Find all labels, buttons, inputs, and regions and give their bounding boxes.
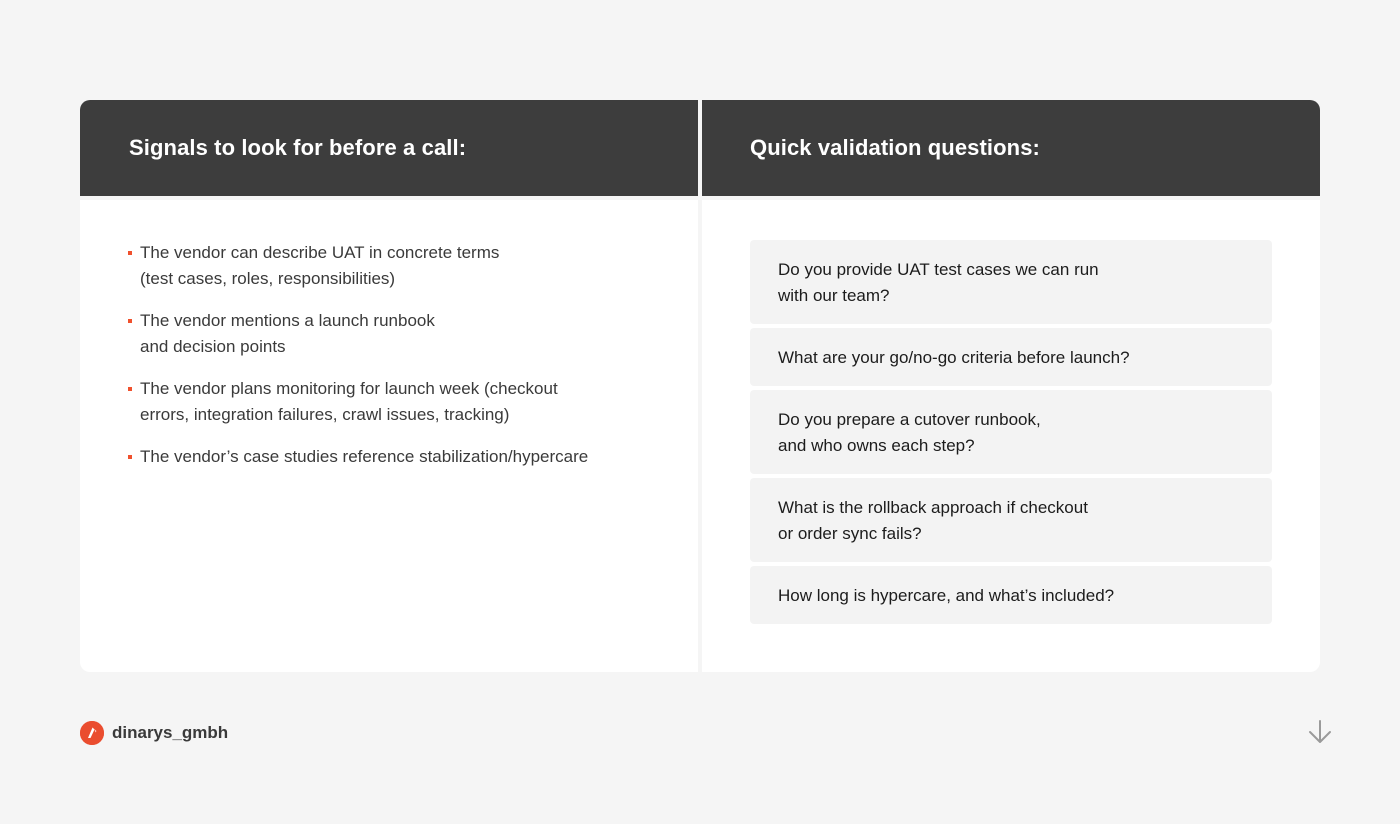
signals-list bbox=[128, 240, 688, 486]
scroll-down-button[interactable] bbox=[1307, 719, 1333, 745]
questions-title: Quick validation questions: bbox=[750, 135, 1040, 160]
dinarys-logo-icon bbox=[80, 721, 104, 745]
signal-item bbox=[128, 444, 688, 470]
signal-text: The vendor’s case studies reference stabilization/hypercare bbox=[140, 447, 589, 466]
bullet-marker-icon bbox=[128, 455, 132, 459]
brand-name: dinarys_gmbh bbox=[112, 722, 229, 742]
signal-item bbox=[128, 240, 688, 292]
question-item: What is the rollback approach if checkout or order sync fails? bbox=[750, 478, 1272, 562]
bullet-marker-icon bbox=[128, 251, 132, 255]
signals-heading bbox=[80, 100, 698, 196]
comparison-card bbox=[80, 100, 1320, 672]
signal-item bbox=[128, 308, 688, 360]
signal-item bbox=[128, 376, 688, 428]
signal-text: The vendor plans monitoring for launch week (checkout errors, integration failures, crawl issues, tracking) bbox=[140, 379, 558, 424]
bullet-marker-icon bbox=[128, 387, 132, 391]
brand[interactable] bbox=[80, 720, 228, 745]
arrow-down-icon bbox=[1308, 719, 1332, 745]
signals-column bbox=[80, 100, 698, 672]
signal-text: The vendor mentions a launch runbook and decision points bbox=[140, 311, 435, 356]
header-divider bbox=[80, 196, 698, 200]
header-divider bbox=[702, 196, 1320, 200]
signal-text: The vendor can describe UAT in concrete terms (test cases, roles, responsibilities) bbox=[140, 243, 500, 288]
signals-title: Signals to look for before a call: bbox=[129, 135, 467, 160]
questions-list bbox=[750, 240, 1272, 628]
question-item: How long is hypercare, and what’s included? bbox=[750, 566, 1272, 624]
question-item: What are your go/no-go criteria before launch? bbox=[750, 328, 1272, 386]
questions-heading bbox=[702, 100, 1320, 196]
question-item: Do you provide UAT test cases we can run with our team? bbox=[750, 240, 1272, 324]
question-item: Do you prepare a cutover runbook, and who owns each step? bbox=[750, 390, 1272, 474]
bullet-marker-icon bbox=[128, 319, 132, 323]
questions-column bbox=[702, 100, 1320, 672]
